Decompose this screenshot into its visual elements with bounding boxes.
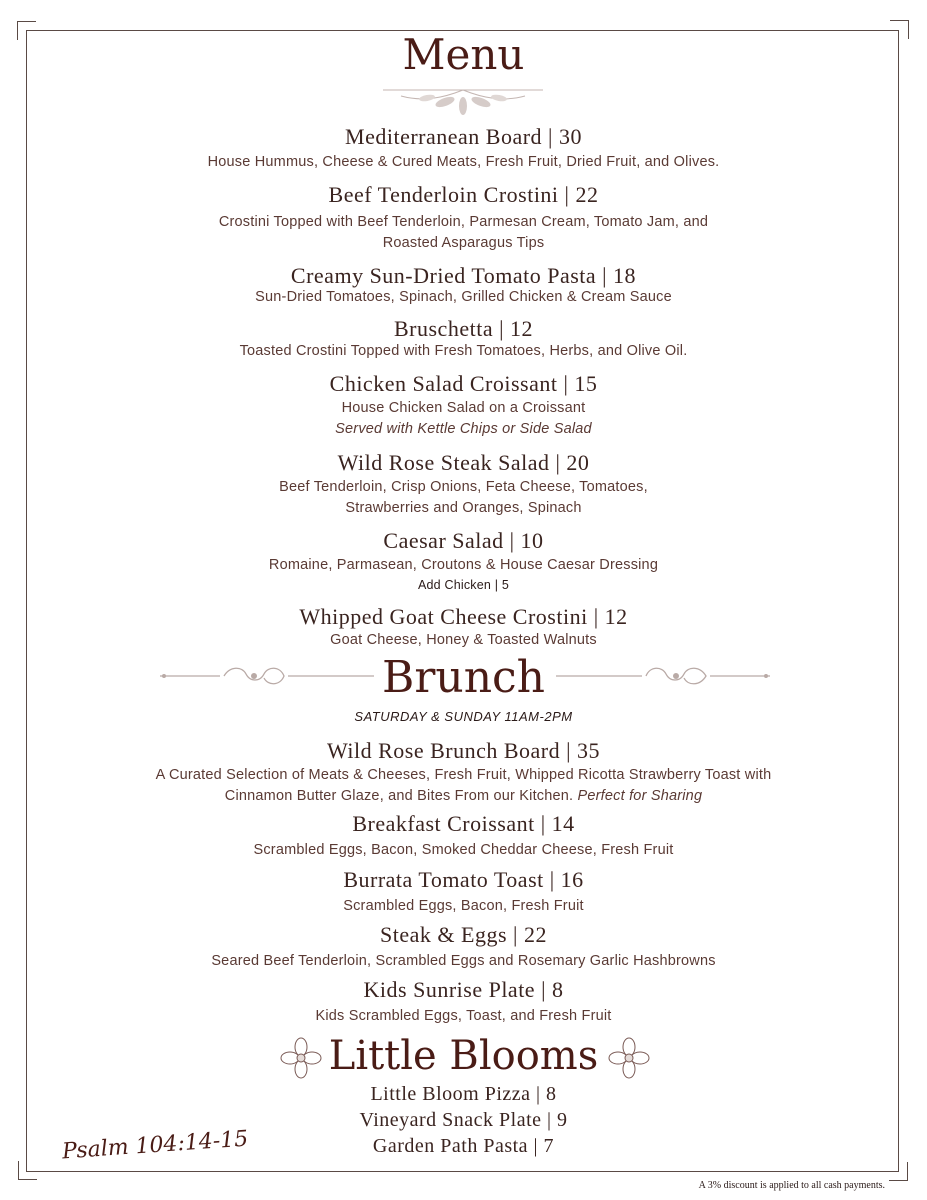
item-name: Burrata Tomato Toast | 16 [343,867,584,892]
item-name: Steak & Eggs | 22 [380,922,547,947]
cash-discount-note: A 3% discount is applied to all cash payments. [698,1180,885,1191]
item-name: Beef Tenderloin Crostini | 22 [328,182,599,207]
item-description: Sun-Dried Tomatoes, Spinach, Grilled Chicken & Cream Sauce [255,289,672,305]
item-description: Toasted Crostini Topped with Fresh Tomatoes, Herbs, and Olive Oil. [239,343,688,359]
item-name: Wild Rose Steak Salad | 20 [337,450,590,475]
item-name: Kids Sunrise Plate | 8 [363,977,564,1002]
item-description: Scrambled Eggs, Bacon, Fresh Fruit [343,898,584,914]
item-description: Scrambled Eggs, Bacon, Smoked Cheddar Cheese, Fresh Fruit [253,842,674,858]
item-name: Chicken Salad Croissant | 15 [329,371,598,396]
item-addon: Add Chicken | 5 [417,578,510,592]
item-description: Romaine, Parmasean, Croutons & House Caesar Dressing [268,557,659,573]
corner-ornament [18,1161,37,1180]
item-name: Whipped Goat Cheese Crostini | 12 [299,604,628,629]
item-description [0,788,927,804]
item-name: Wild Rose Brunch Board | 35 [326,738,601,763]
item-description: Strawberries and Oranges, Spinach [345,500,582,516]
item-description: Roasted Asparagus Tips [382,235,545,251]
kids-menu-item: Vineyard Snack Plate | 9 [359,1109,568,1131]
item-name: Breakfast Croissant | 14 [352,811,575,836]
item-name: Caesar Salad | 10 [383,528,544,553]
kids-menu-item: Little Bloom Pizza | 8 [370,1083,557,1105]
brunch-hours: SATURDAY & SUNDAY 11AM-2PM [354,709,573,724]
item-name: Mediterranean Board | 30 [345,124,582,149]
leaf-flourish-icon [373,78,553,118]
item-description: A Curated Selection of Meats & Cheeses, Fresh Fruit, Whipped Ricotta Strawberry Toast with [155,767,772,783]
brunch-title: Brunch [381,652,546,703]
flower-icon [608,1037,650,1079]
item-note: Served with Kettle Chips or Side Salad [335,421,592,437]
item-description: Beef Tenderloin, Crisp Onions, Feta Cheese, Tomatoes, [279,479,648,495]
kids-menu-item: Garden Path Pasta | 7 [372,1135,555,1157]
item-description: House Chicken Salad on a Croissant [341,400,586,416]
item-description: Goat Cheese, Honey & Toasted Walnuts [330,632,597,648]
right-scroll-ornament-icon [550,664,770,688]
item-description: Crostini Topped with Beef Tenderloin, Parmesan Cream, Tomato Jam, and [218,214,709,230]
item-emphasis: Perfect for Sharing [577,788,703,804]
little-blooms-title: Little Blooms [328,1033,599,1079]
item-description: Seared Beef Tenderloin, Scrambled Eggs and Rosemary Garlic Hashbrowns [211,953,716,969]
menu-title: Menu [402,30,525,79]
item-name: Bruschetta | 12 [394,316,533,341]
item-description: House Hummus, Cheese & Cured Meats, Fresh Fruit, Dried Fruit, and Olives. [207,154,720,170]
item-description: Kids Scrambled Eggs, Toast, and Fresh Fruit [315,1008,612,1024]
item-name: Creamy Sun-Dried Tomato Pasta | 18 [290,263,637,288]
psalm-signature: Psalm 104:14-15 [61,1126,249,1165]
item-description-text: Cinnamon Butter Glaze, and Bites From our Kitchen. [224,788,574,804]
